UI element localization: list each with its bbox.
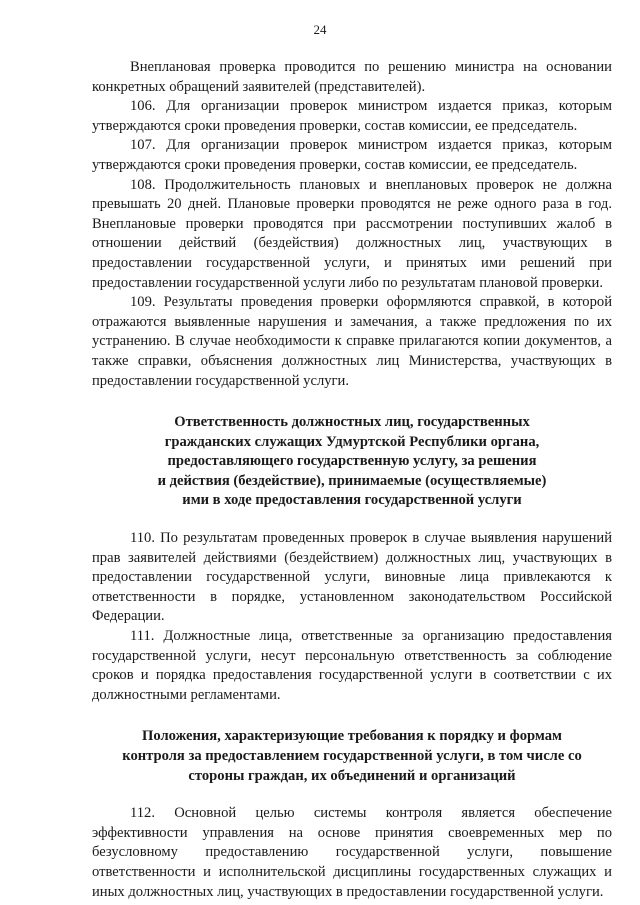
paragraph-109: 109. Результаты проведения проверки оформляются справкой, в которой отражаются выявленные нарушения и замечания, а также предложения по их устранению. В случае необходимости к справке прилагаются копии документов, а также справки, объяснения должностных лиц Министерства, участвующих в предоставлении государственной услуги.: [92, 294, 612, 389]
heading-line: гражданских служащих Удмуртской Республики органа,: [164, 433, 540, 450]
document-body: [92, 58, 612, 902]
paragraph-106: 106. Для организации проверок министром издается приказ, которым утверждаются сроки проведения проверки, состав комиссии, ее председатель.: [92, 98, 612, 134]
paragraph-105-continued: Внеплановая проверка проводится по решению министра на основании конкретных обращений заявителей (представителей).: [92, 59, 612, 95]
heading-line: контроля за предоставлением государственной услуги, в том числе со: [122, 748, 582, 764]
paragraph-111: 111. Должностные лица, ответственные за организацию предоставления государственной услуги, несут персональную ответственность за соблюдение сроков и порядка предоставления государственной услуги в соответствии с их должностными регламентами.: [92, 628, 612, 703]
heading-line: предоставляющего государственную услугу, за решения: [167, 453, 537, 470]
spacer: [92, 391, 612, 413]
heading-line: стороны граждан, их объединений и организаций: [188, 767, 516, 784]
heading-line: Ответственность должностных лиц, государственных: [174, 414, 530, 431]
spacer: [92, 705, 612, 727]
paragraph-110: 110. По результатам проведенных проверок в случае выявления нарушений прав заявителей действиями (бездействием) должностных лиц, участвующих в предоставлении государственной услуги, виновные лица привлекаются к ответственности в порядке, установленном законодательством Российской Федерации.: [92, 530, 612, 625]
page-number: 24: [313, 22, 327, 37]
section-heading-responsibility: [92, 413, 612, 511]
spacer: [92, 511, 612, 529]
heading-line: ими в ходе предоставления государственной услуги: [182, 492, 522, 509]
section-heading-control-requirements: [92, 727, 612, 786]
paragraph-108: 108. Продолжительность плановых и внеплановых проверок не должна превышать 20 дней. Плановые проверки проводятся не реже одного раза в год. Внеплановые проверки проводятся при рассмотрении поступивших жалоб в отношении действий (бездействия) должностных лиц, участвующих в предоставлении государственной услуги, и принятых ими решений при предоставлении государственной услуги либо по результатам плановой проверки.: [92, 176, 612, 291]
paragraph-112: 112. Основной целью системы контроля является обеспечение эффективности управления на основе принятия своевременных мер по безусловному предоставлению государственной услуги, повышение ответственности и исполнительской дисциплины государственных служащих и иных должностных лиц, участвующих в предоставлении государственной услуги.: [92, 805, 612, 900]
paragraph-107: 107. Для организации проверок министром издается приказ, которым утверждаются сроки проведения проверки, состав комиссии, ее председатель.: [92, 137, 612, 173]
heading-line: и действия (бездействие), принимаемые (осуществляемые): [157, 472, 547, 489]
heading-line: Положения, характеризующие требования к порядку и формам: [142, 728, 562, 745]
spacer: [92, 786, 612, 804]
